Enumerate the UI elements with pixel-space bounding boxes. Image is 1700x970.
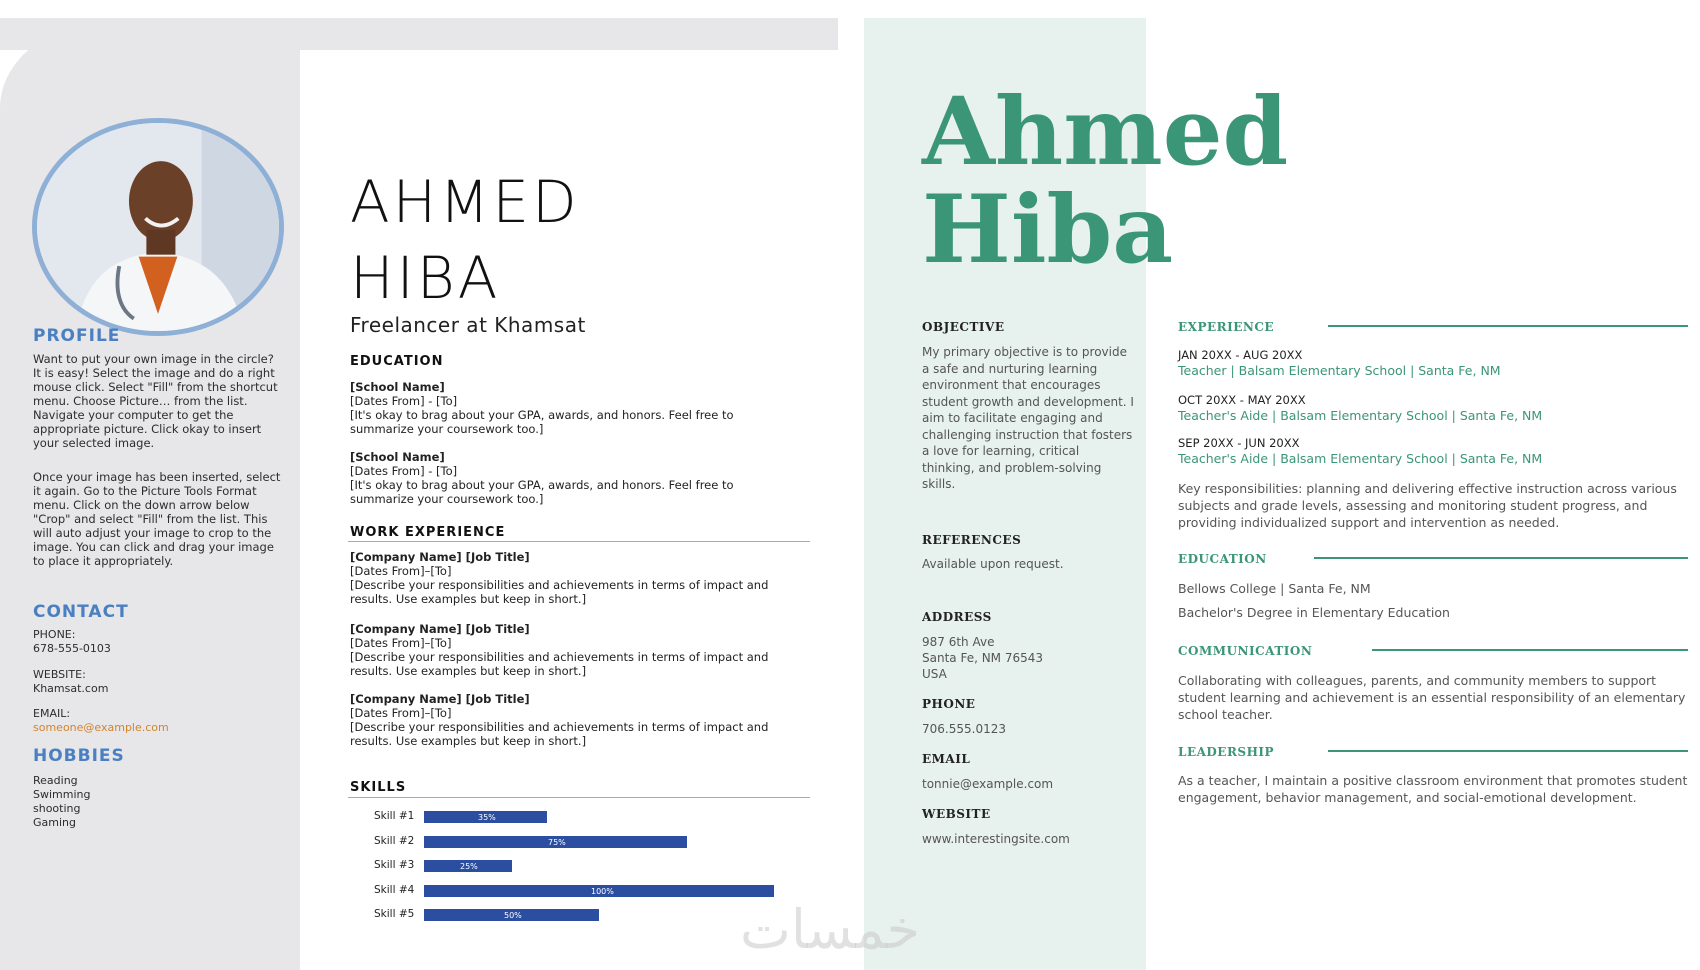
education-rule [1314,557,1688,559]
phone-heading: PHONE [922,697,976,711]
work-entry [350,692,790,748]
skill-label: Skill #1 [374,810,415,822]
references-text: Available upon request. [922,557,1064,571]
website-value[interactable]: Khamsat.com [33,682,109,695]
skill-row [350,810,810,824]
website-text[interactable]: www.interestingsite.com [922,832,1070,846]
work-heading: WORK EXPERIENCE [350,525,506,540]
skills-rule [348,797,810,798]
r-education-line-2: Bachelor's Degree in Elementary Education [1178,605,1450,620]
r-education-heading: EDUCATION [1178,552,1267,566]
hobby-item: Swimming [33,788,91,801]
address-line-1: 987 6th Ave [922,635,995,649]
profile-photo[interactable] [32,118,284,336]
profile-heading: PROFILE [33,326,121,346]
skill-percent-label: 100% [591,886,614,896]
right-resume [864,18,1700,970]
job-dates: SEP 20XX - JUN 20XX [1178,436,1300,450]
communication-heading: COMMUNICATION [1178,644,1313,658]
objective-text: My primary objective is to provide a safe and nurturing learning environment that encourages student growth and development. I aim to facilitate engaging and challenging instruction that fosters a love for learning, critical thinking, and problem-solving skills. [922,345,1134,491]
leadership-rule [1328,750,1688,752]
address-heading: ADDRESS [922,610,992,624]
work-dates: [Dates From]–[To] [350,706,452,720]
objective-heading: OBJECTIVE [922,320,1005,334]
name-last: HIBA [350,244,501,312]
skill-row [350,859,810,873]
hobby-item: Gaming [33,816,76,829]
address-line-2: Santa Fe, NM 76543 [922,651,1044,665]
website-heading: WEBSITE [922,807,991,821]
skill-row [350,884,810,898]
hobby-item: Reading [33,774,78,787]
leadership-text: As a teacher, I maintain a positive classroom environment that promotes student engagement, behavior management, and social-emotional development. [1178,773,1688,805]
school-dates: [Dates From] - [To] [350,394,458,408]
address-line-3: USA [922,667,947,681]
communication-rule [1372,649,1688,651]
job-dates: OCT 20XX - MAY 20XX [1178,393,1306,407]
work-desc: [Describe your responsibilities and achievements in terms of impact and results. Use examples but keep in short.] [350,650,769,678]
skill-row [350,835,810,849]
phone-text: 706.555.0123 [922,722,1006,736]
hobbies-heading: HOBBIES [33,746,125,766]
profile-para-2: Once your image has been inserted, select it again. Go to the Picture Tools Format menu. Click on the down arrow below "Crop" and select "Fill" from the list. This will auto adjust your image to crop to the image. You can click and drag your image to place it appropriately. [33,470,281,568]
job-title: Teacher's Aide | Balsam Elementary School | Santa Fe, NM [1178,451,1543,466]
email-link[interactable]: someone@example.com [33,721,169,734]
references-heading: REFERENCES [922,533,1022,547]
work-rule [348,541,810,542]
skill-bar [424,860,512,872]
big-name-last: Hiba [922,175,1174,285]
work-title: [Company Name] [Job Title] [350,622,530,636]
email-label: EMAIL: [33,707,71,720]
education-entry [350,380,790,436]
leadership-heading: LEADERSHIP [1178,745,1275,759]
experience-rule [1328,325,1688,327]
experience-summary: Key responsibilities: planning and delivering effective instruction across various subjects and grade levels, assessing and monitoring student progress, and providing individualized support and intervention as needed. [1178,481,1677,530]
skill-percent-label: 35% [478,813,496,822]
skill-label: Skill #2 [374,834,415,847]
contact-heading: CONTACT [33,602,129,622]
school-dates: [Dates From] - [To] [350,464,458,478]
work-title: [Company Name] [Job Title] [350,550,530,564]
email-heading: EMAIL [922,752,971,766]
skill-label: Skill #3 [374,859,415,871]
profile-para-1: Want to put your own image in the circle? It is easy! Select the image and do a right mouse click. Select "Fill" from the shortcut menu. Choose Picture… from the list. Navigate your computer to get the appropriate picture. Click okay to insert your selected image. [33,352,278,450]
phone-value: 678-555-0103 [33,642,111,655]
skill-percent-label: 50% [504,911,522,920]
job-dates: JAN 20XX - AUG 20XX [1178,348,1303,362]
skill-label: Skill #4 [374,883,415,896]
name-first: AHMED [350,168,580,236]
skill-bar [424,836,687,848]
job-subtitle: Freelancer at Khamsat [350,313,586,337]
school-name: [School Name] [350,450,445,464]
skill-bar [424,909,599,921]
work-title: [Company Name] [Job Title] [350,692,530,706]
education-heading: EDUCATION [350,354,444,369]
big-name-first: Ahmed [922,77,1289,187]
left-resume [0,0,840,970]
work-dates: [Dates From]–[To] [350,636,452,650]
school-desc: [It's okay to brag about your GPA, awards, and honors. Feel free to summarize your coursework too.] [350,408,734,436]
school-desc: [It's okay to brag about your GPA, awards, and honors. Feel free to summarize your coursework too.] [350,478,734,506]
experience-heading: EXPERIENCE [1178,320,1275,334]
skill-percent-label: 75% [548,837,566,847]
website-label: WEBSITE: [33,668,86,681]
hobby-item: shooting [33,802,81,815]
work-entry [350,622,790,678]
school-name: [School Name] [350,380,445,394]
phone-label: PHONE: [33,628,76,641]
education-entry [350,450,790,506]
skills-heading: SKILLS [350,780,407,795]
communication-text: Collaborating with colleagues, parents, and community members to support student learning and achievement is an essential responsibility of an elementary school teacher. [1178,673,1686,722]
khamsat-watermark: خمسات [740,898,921,961]
work-dates: [Dates From]–[To] [350,564,452,578]
work-desc: [Describe your responsibilities and achievements in terms of impact and results. Use examples but keep in short.] [350,720,769,748]
r-education-line-1: Bellows College | Santa Fe, NM [1178,581,1371,596]
skill-label: Skill #5 [374,908,415,920]
job-title: Teacher's Aide | Balsam Elementary School | Santa Fe, NM [1178,408,1543,423]
work-desc: [Describe your responsibilities and achievements in terms of impact and results. Use examples but keep in short.] [350,578,769,606]
work-entry [350,550,790,606]
job-title: Teacher | Balsam Elementary School | Santa Fe, NM [1178,363,1501,378]
skill-percent-label: 25% [460,862,478,871]
skill-bar [424,811,547,823]
skill-bar [424,885,774,897]
email-text[interactable]: tonnie@example.com [922,777,1054,791]
